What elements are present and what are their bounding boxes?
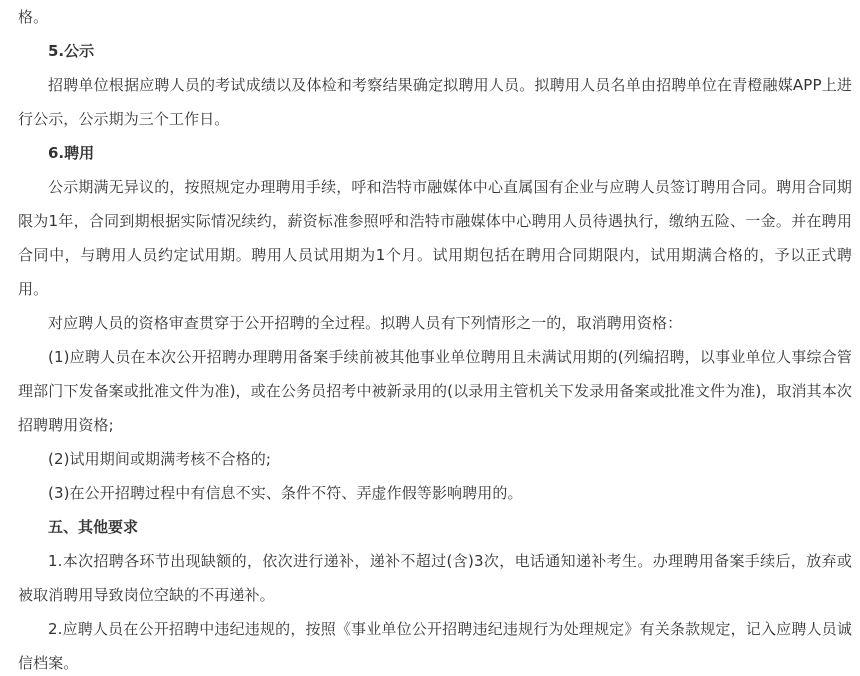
top-fragment: 格。 [18, 8, 49, 26]
list-item-case-1: (1)应聘人员在本次公开招聘办理聘用备案手续前被其他事业单位聘用且未满试用期的(列编招聘，以事业单位人事综合管理部门下发备案或批准文件为准)，或在公务员招考中被新录用的(以录用主管机关下发录用备案或批准文件为准)，取消其本次招聘聘用资格; [18, 348, 852, 434]
heading-employ: 6.聘用 [48, 144, 95, 162]
list-item-case-3: (3)在公开招聘过程中有信息不实、条件不符、弄虚作假等影响聘用的。 [48, 484, 523, 502]
list-item-case-2: (2)试用期间或期满考核不合格的; [48, 450, 272, 468]
paragraph-employ-qualification: 对应聘人员的资格审查贯穿于公开招聘的全过程。拟聘人员有下列情形之一的，取消聘用资格： [48, 314, 683, 332]
heading-other-requirements: 五、其他要求 [48, 518, 139, 536]
paragraph-employ-contract: 公示期满无异议的，按照规定办理聘用手续，呼和浩特市融媒体中心直属国有企业与应聘人员签订聘用合同。聘用合同期限为1年，合同到期根据实际情况续约，薪资标准参照呼和浩特市融媒体中心聘用人员待遇执行，缴纳五险、一金。并在聘用合同中，与聘用人员约定试用期。聘用人员试用期为1个月。试用期包括在聘用合同期限内，试用期满合格的，予以正式聘用。 [18, 178, 852, 298]
heading-publicity: 5.公示 [48, 42, 95, 60]
paragraph-other-1: 1.本次招聘各环节出现缺额的，依次进行递补，递补不超过(含)3次，电话通知递补考生。办理聘用备案手续后，放弃或被取消聘用导致岗位空缺的不再递补。 [18, 552, 852, 604]
paragraph-other-2: 2.应聘人员在公开招聘中违纪违规的，按照《事业单位公开招聘违纪违规行为处理规定》有关条款规定，记入应聘人员诚信档案。 [18, 620, 852, 672]
paragraph-publicity: 招聘单位根据应聘人员的考试成绩以及体检和考察结果确定拟聘用人员。拟聘用人员名单由招聘单位在青橙融媒APP上进行公示，公示期为三个工作日。 [18, 76, 852, 128]
